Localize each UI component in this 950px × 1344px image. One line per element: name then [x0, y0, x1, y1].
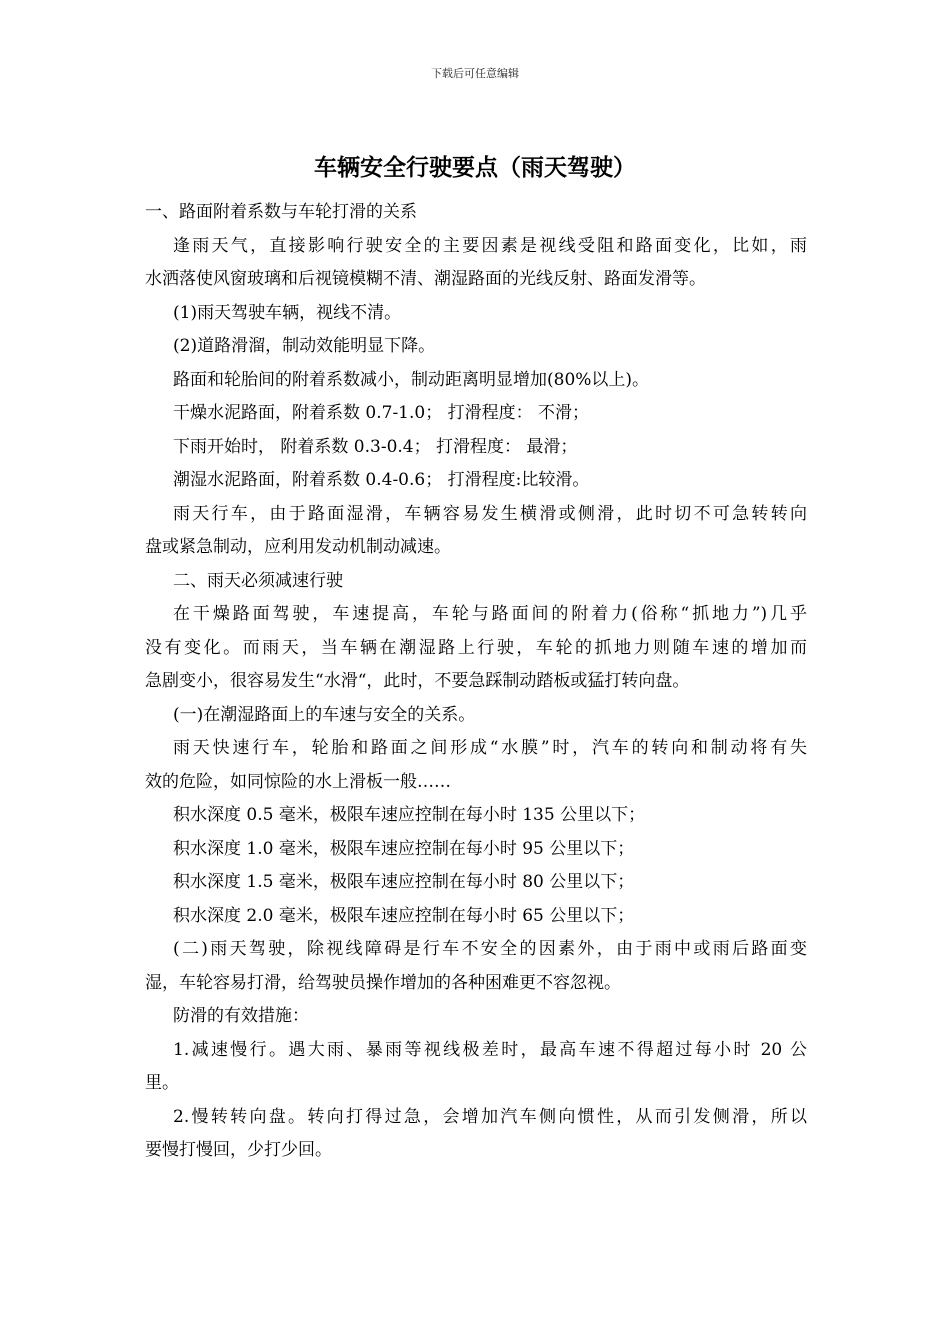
- text-line: 水洒落使风窗玻璃和后视镜模糊不清、潮湿路面的光线反射、路面发滑等。: [145, 269, 706, 289]
- text-line: (2)道路滑溜，制动效能明显下降。: [173, 336, 436, 356]
- text-line: 积水深度 0.5 毫米，极限车速应控制在每小时 135 公里以下；: [173, 805, 646, 825]
- text-line: 下雨开始时， 附着系数 0.3-0.4； 打滑程度： 最滑；: [173, 436, 578, 457]
- text-line: 2.慢转转向盘。转向打得过急，会增加汽车侧向惯性，从而引发侧滑，所以: [173, 1106, 807, 1127]
- text-line: 湿，车轮容易打滑，给驾驶员操作增加的各种困难更不容忽视。: [145, 972, 621, 993]
- document-title: 车辆安全行驶要点（雨天驾驶）: [314, 155, 636, 181]
- text-line: 干燥水泥路面，附着系数 0.7-1.0； 打滑程度： 不滑；: [173, 403, 590, 423]
- text-line: 积水深度 1.5 毫米，极限车速应控制在每小时 80 公里以下；: [173, 872, 635, 892]
- text-line: 路面和轮胎间的附着系数减小，制动距离明显增加(80%以上)。: [173, 369, 650, 390]
- text-line: 一、路面附着系数与车轮打滑的关系: [145, 202, 417, 222]
- text-line: 积水深度 2.0 毫米，极限车速应控制在每小时 65 公里以下；: [173, 905, 635, 926]
- text-line: 急剧变小，很容易发生“水滑“，此时，不要急踩制动踏板或猛打转向盘。: [145, 671, 690, 691]
- text-line: 盘或紧急制动，应利用发动机制动减速。: [145, 537, 451, 557]
- text-line: 1.减速慢行。遇大雨、暴雨等视线极差时，最高车速不得超过每小时 20 公: [173, 1039, 807, 1060]
- text-line: 在干燥路面驾驶，车速提高，车轮与路面间的附着力(俗称“抓地力”)几乎: [173, 604, 807, 624]
- text-line: 雨天行车，由于路面湿滑，车辆容易发生横滑或侧滑，此时切不可急转转向: [173, 503, 807, 524]
- text-line: 二、雨天必须减速行驶: [173, 570, 343, 591]
- text-line: 效的危险，如同惊险的水上滑板一般……: [145, 771, 451, 792]
- text-line: 积水深度 1.0 毫米，极限车速应控制在每小时 95 公里以下；: [173, 838, 635, 859]
- text-line: 雨天快速行车，轮胎和路面之间形成“水膜”时，汽车的转向和制动将有失: [173, 738, 807, 758]
- text-line: 防滑的有效措施：: [173, 1006, 309, 1026]
- text-line: 没有变化。而雨天，当车辆在潮湿路上行驶，车轮的抓地力则随车速的增加而: [145, 637, 807, 658]
- text-line: 逢雨天气，直接影响行驶安全的主要因素是视线受阻和路面变化，比如，雨: [173, 235, 807, 256]
- text-line: (一)在潮湿路面上的车速与安全的关系。: [173, 704, 476, 725]
- text-line: 里。: [145, 1073, 179, 1093]
- header-note: 下载后可任意编辑: [431, 67, 519, 80]
- text-line: 潮湿水泥路面，附着系数 0.4-0.6； 打滑程度:比较滑。: [173, 470, 590, 490]
- document-body: [145, 196, 807, 1168]
- text-line: (二)雨天驾驶，除视线障碍是行车不安全的因素外，由于雨中或雨后路面变: [173, 939, 807, 959]
- text-line: 要慢打慢回，少打少回。: [145, 1140, 332, 1160]
- text-line: (1)雨天驾驶车辆，视线不清。: [173, 302, 402, 323]
